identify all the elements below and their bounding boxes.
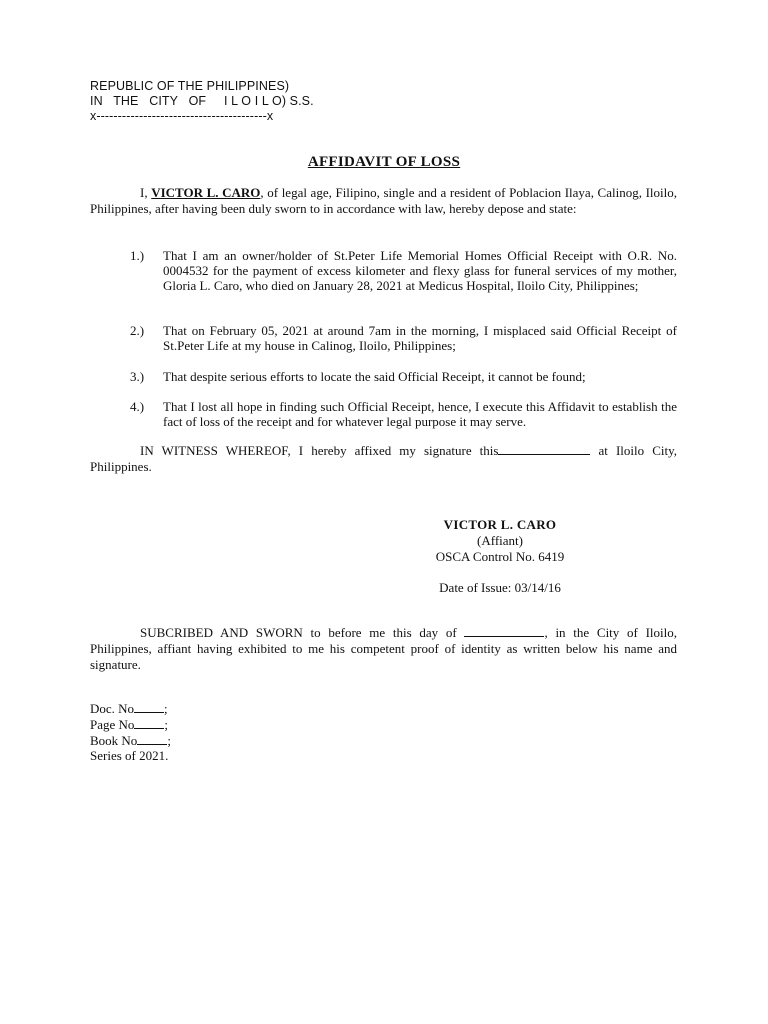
signatory-name: VICTOR L. CARO <box>443 517 557 532</box>
jurat-text-after: , in the City of Iloilo, Philippines, affiant having exhibited to me his competent proof of identity as written below his name and signature. <box>90 625 677 672</box>
venue-line-city: IN THE CITY OF I L O I L O) S.S. <box>90 94 314 108</box>
page-number-line: Page No ; <box>90 717 169 732</box>
doc-number-line: Doc. No ; <box>90 701 168 716</box>
osca-control-number: OSCA Control No. 6419 <box>435 549 565 564</box>
jurat-text-before: SUBCRIBED AND SWORN to before me this day of <box>140 625 465 640</box>
date-of-issue: Date of Issue: 03/14/16 <box>439 580 561 595</box>
statement-item-2 <box>130 323 677 353</box>
notarial-register <box>90 700 171 763</box>
signatory-role: (Affiant) <box>477 533 523 548</box>
affiant-name: VICTOR L. CARO <box>151 185 261 200</box>
book-number-line: Book No ; <box>90 733 171 748</box>
intro-paragraph <box>90 185 677 217</box>
statement-text: That I am an owner/holder of St.Peter Life Memorial Homes Official Receipt with O.R. No. 0004532 for the payment of excess kilometer and flexy glass for funeral services of my mother, Gloria L. Caro, who died on January 28, 2021 at Medicus Hospital, Iloilo City, Philippines; <box>163 248 677 293</box>
venue-line-separator: x----------------------------------------x <box>90 109 274 123</box>
statement-number: 4.) <box>130 399 145 414</box>
signature-block <box>400 517 600 596</box>
statement-number: 1.) <box>130 248 145 263</box>
statement-item-4 <box>130 399 677 429</box>
jurat-paragraph <box>90 624 677 673</box>
signature-date-blank <box>498 442 590 455</box>
document-title: AFFIDAVIT OF LOSS <box>307 154 461 170</box>
statement-text: That on February 05, 2021 at around 7am in the morning, I misplaced said Official Receipt of St.Peter Life at my house in Calinog, Iloilo, Philippines; <box>163 323 677 353</box>
statement-item-3 <box>130 369 677 384</box>
intro-rest: , of legal age, Filipino, single and a resident of Poblacion Ilaya, Calinog, Iloilo, Philippines, after having been duly sworn to in accordance with law, hereby depose and state: <box>90 185 677 216</box>
statement-number: 3.) <box>130 369 145 384</box>
statement-text: That despite serious efforts to locate the said Official Receipt, it cannot be found; <box>163 369 586 384</box>
witness-paragraph <box>90 442 677 475</box>
jurat-date-blank <box>464 624 544 637</box>
intro-prefix: I, <box>140 185 152 200</box>
witness-text-before: IN WITNESS WHEREOF, I hereby affixed my signature this <box>140 443 499 458</box>
venue-line-republic: REPUBLIC OF THE PHILIPPINES) <box>90 79 290 93</box>
statement-item-1 <box>130 248 677 293</box>
statement-text: That I lost all hope in finding such Official Receipt, hence, I execute this Affidavit to establish the fact of loss of the receipt and for whatever legal purpose it may serve. <box>163 399 677 429</box>
series-line: Series of 2021. <box>90 748 169 763</box>
statement-number: 2.) <box>130 323 145 338</box>
witness-text-after: at Iloilo City, Philippines. <box>90 443 677 474</box>
venue-block <box>90 79 314 124</box>
